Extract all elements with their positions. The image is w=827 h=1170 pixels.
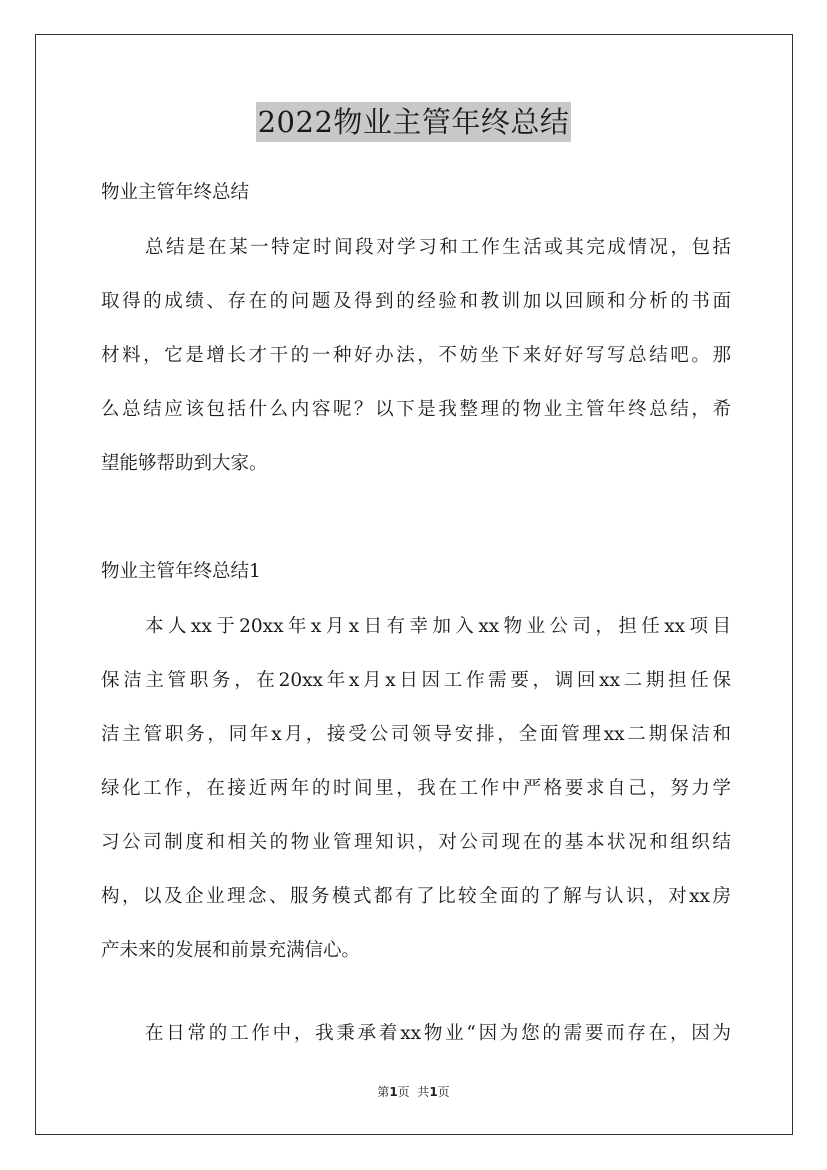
section-1-line-6: 构，以及企业理念、服务模式都有了比较全面的了解与认识，对xx房 bbox=[101, 886, 731, 907]
document-subtitle: 物业主管年终总结 bbox=[101, 182, 250, 203]
footer-page-total: 1 bbox=[429, 1085, 438, 1099]
section-1-line-3: 洁主管职务，同年x月，接受公司领导安排，全面管理xx二期保洁和 bbox=[101, 724, 731, 745]
intro-line-2: 取得的成绩、存在的问题及得到的经验和教训加以回顾和分析的书面 bbox=[101, 291, 731, 312]
intro-line-5: 望能够帮助到大家。 bbox=[101, 453, 268, 474]
section-1-line-1: 本人xx于20xx年x月x日有幸加入xx物业公司，担任xx项目 bbox=[145, 616, 731, 637]
intro-line-1: 总结是在某一特定时间段对学习和工作生活或其完成情况，包括 bbox=[145, 237, 731, 258]
section-1-line-5: 习公司制度和相关的物业管理知识，对公司现在的基本状况和组织结 bbox=[101, 832, 731, 853]
intro-line-4: 么总结应该包括什么内容呢？以下是我整理的物业主管年终总结，希 bbox=[101, 399, 731, 420]
section-1-line-2: 保洁主管职务，在20xx年x月x日因工作需要，调回xx二期担任保 bbox=[101, 670, 731, 691]
footer-page-number: 1 bbox=[389, 1085, 398, 1099]
section-1-line-7: 产未来的发展和前景充满信心。 bbox=[101, 940, 361, 961]
page-footer bbox=[0, 1083, 827, 1100]
intro-line-3: 材料，它是增长才干的一种好办法，不妨坐下来好好写写总结吧。那 bbox=[101, 345, 731, 366]
document-title-text: 2022物业主管年终总结 bbox=[256, 102, 572, 142]
document-title bbox=[0, 102, 827, 142]
section-1-paragraph-2-line-1: 在日常的工作中，我秉承着xx物业“因为您的需要而存在，因为 bbox=[145, 1023, 731, 1044]
footer-suffix: 页 bbox=[437, 1085, 450, 1099]
footer-mid: 页 共 bbox=[397, 1085, 430, 1099]
section-1-heading: 物业主管年终总结1 bbox=[101, 561, 261, 582]
footer-prefix: 第 bbox=[377, 1085, 390, 1099]
section-1-line-4: 绿化工作，在接近两年的时间里，我在工作中严格要求自己，努力学 bbox=[101, 778, 731, 799]
